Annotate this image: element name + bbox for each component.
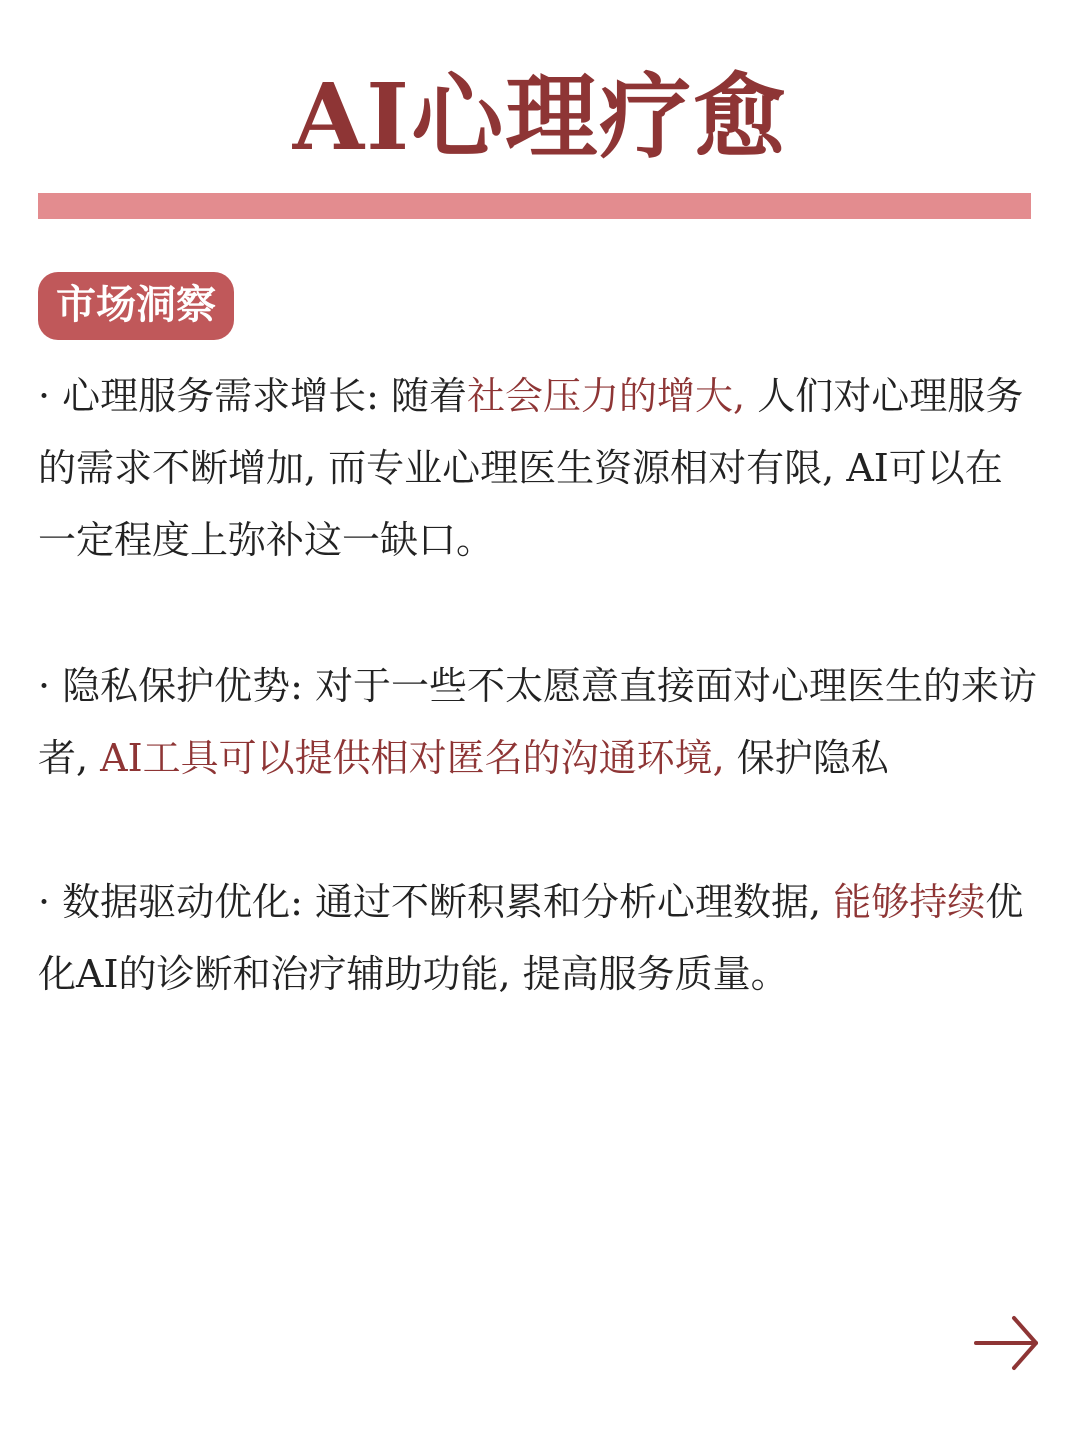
paragraph-text: 人们对心理服务的需求不断增加, 而专业心理医生资源相对有限, AI可以在一定程度上弥补这一缺口。: [38, 374, 1024, 562]
page-title: AI心理疗愈: [292, 63, 788, 171]
paragraph-text: 保护隐私: [724, 736, 889, 780]
paragraph-text: 优化AI的诊断和治疗辅助功能, 提高服务质量。: [38, 880, 1024, 996]
title-divider: [38, 193, 1031, 219]
paragraph-text: · 数据驱动优化: 通过不断积累和分析心理数据,: [38, 880, 834, 924]
paragraph-text: · 隐私保护优势: 对于一些不太愿意直接面对心理医生的来访者,: [38, 664, 1038, 780]
arrow-right-icon: [970, 1306, 1044, 1380]
insight-paragraph-data: [38, 866, 1038, 1010]
insight-paragraph-privacy: [38, 650, 1038, 794]
highlight-text: 能够持续: [833, 880, 986, 924]
section-badge: 市场洞察: [38, 272, 234, 340]
highlight-text: 社会压力的增大,: [467, 374, 746, 418]
insight-paragraph-demand: [38, 360, 1038, 576]
highlight-text: AI工具可以提供相对匿名的沟通环境,: [100, 736, 725, 780]
paragraph-text: · 心理服务需求增长: 随着: [38, 374, 468, 418]
next-page-button[interactable]: [970, 1306, 1044, 1380]
